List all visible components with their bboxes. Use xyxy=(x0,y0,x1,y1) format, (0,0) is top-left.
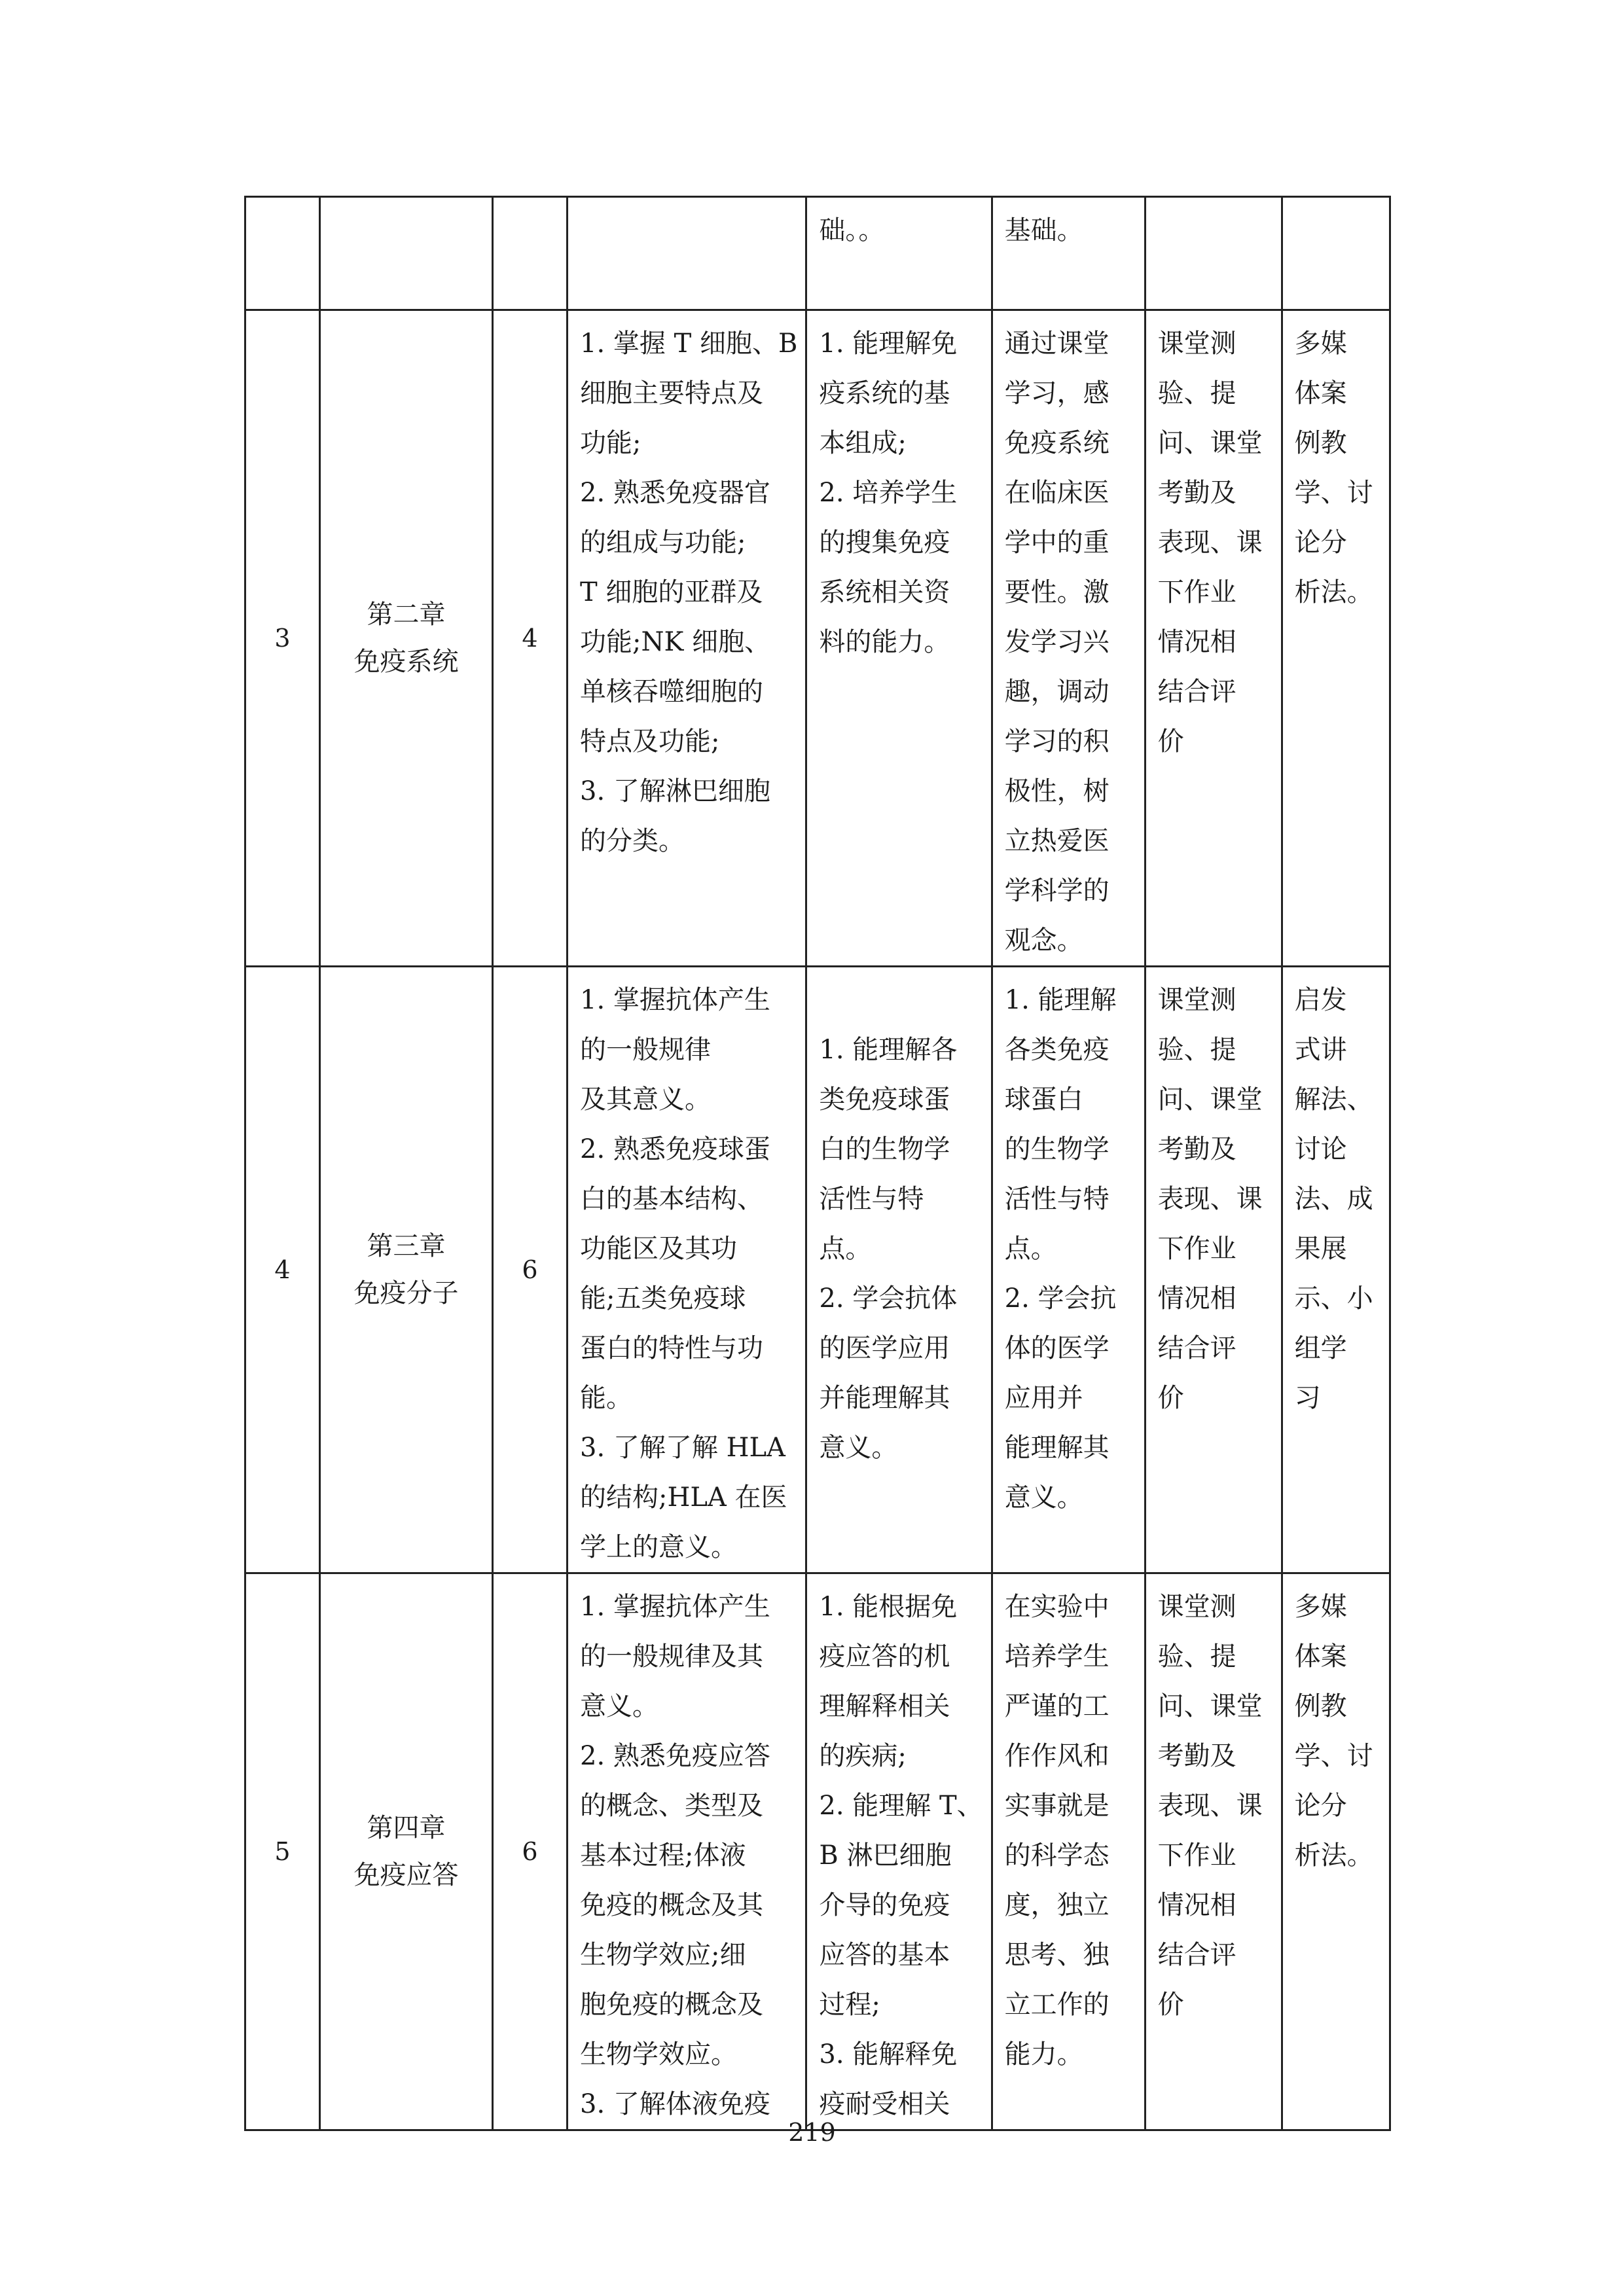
cell-line: 免疫的概念及其 xyxy=(580,1890,763,1920)
cell-line: 2. 培养学生 xyxy=(819,478,958,508)
cell-line: 表现、课 xyxy=(1157,528,1263,558)
cell-line: 问、课堂 xyxy=(1157,428,1263,458)
cell-line: 基本过程;体液 xyxy=(580,1840,746,1871)
assessment-cell xyxy=(1145,967,1282,1573)
cell-line: 胞免疫的概念及 xyxy=(580,1990,763,2020)
cell-line: 1. 能理解 xyxy=(1004,985,1117,1015)
cell-line: 并能理解其 xyxy=(819,1383,950,1413)
cell-line: 观念。 xyxy=(1004,925,1083,956)
table-row xyxy=(245,967,1390,1573)
row-number-cell: 3 xyxy=(245,310,320,967)
cell-line: 2. 熟悉免疫球蛋 xyxy=(580,1134,770,1164)
cell-line: 2. 能理解 T、 xyxy=(819,1791,983,1821)
cell-line: 结合评 xyxy=(1157,1940,1236,1970)
teaching-method-cell xyxy=(1282,967,1390,1573)
hours-cell: 6 xyxy=(493,1573,568,2130)
cell-line: 的生物学 xyxy=(1004,1134,1110,1164)
row-number-cell: 4 xyxy=(245,967,320,1573)
chapter-cell xyxy=(320,197,493,310)
cell-line: 1. 掌握 T 细胞、B xyxy=(580,329,798,359)
cell-line: 免疫分子 xyxy=(353,1278,459,1308)
hours-cell xyxy=(493,197,568,310)
row-number-cell: 5 xyxy=(245,1573,320,2130)
cell-line: 严谨的工 xyxy=(1004,1691,1110,1721)
cell-line: 考勤及 xyxy=(1157,1134,1236,1164)
cell-line: 疫耐受相关 xyxy=(819,2089,950,2119)
cell-line: 细胞主要特点及 xyxy=(580,378,763,408)
cell-line: 习 xyxy=(1294,1383,1321,1413)
cell-line: 料的能力。 xyxy=(819,627,950,657)
cell-line: 价 xyxy=(1157,726,1184,757)
cell-line: 价 xyxy=(1157,1990,1184,2020)
cell-line: 第四章 xyxy=(367,1813,446,1843)
cell-line: 情况相 xyxy=(1157,627,1236,657)
cell-line: 下作业 xyxy=(1157,1234,1236,1264)
cell-line: 白的生物学 xyxy=(819,1134,950,1164)
teaching-method-cell xyxy=(1282,1573,1390,2130)
cell-line: 考勤及 xyxy=(1157,478,1236,508)
cell-line: 在实验中 xyxy=(1004,1592,1110,1622)
assessment-cell xyxy=(1145,1573,1282,2130)
cell-line: 学、讨 xyxy=(1294,478,1373,508)
cell-line: 通过课堂 xyxy=(1004,329,1110,359)
cell-line: 意义。 xyxy=(819,1433,898,1463)
cell-line: 结合评 xyxy=(1157,1333,1236,1363)
cell-line: 下作业 xyxy=(1157,577,1236,607)
cell-line: 表现、课 xyxy=(1157,1791,1263,1821)
cell-line: 能理解其 xyxy=(1004,1433,1110,1463)
cell-line: 础。。 xyxy=(819,215,885,245)
cell-line: 的结构;HLA 在医 xyxy=(580,1482,787,1513)
assessment-cell xyxy=(1145,310,1282,967)
cell-line: 系统相关资 xyxy=(819,577,950,607)
cell-line: 多媒 xyxy=(1294,329,1347,359)
cell-line: 意义。 xyxy=(580,1691,659,1721)
cell-line: 点。 xyxy=(1004,1234,1057,1264)
cell-line: 在临床医 xyxy=(1004,478,1110,508)
cell-line: 论分 xyxy=(1294,1791,1347,1821)
cell-line: 介导的免疫 xyxy=(819,1890,950,1920)
cell-line: 学、讨 xyxy=(1294,1741,1373,1771)
cell-line: 球蛋白 xyxy=(1004,1085,1083,1115)
cell-line: 意义。 xyxy=(1004,1482,1083,1513)
table-row xyxy=(245,310,1390,967)
cell-line: 3. 能解释免 xyxy=(819,2039,958,2070)
cell-line: 应答的基本 xyxy=(819,1940,950,1970)
cell-line: 2. 学会抗 xyxy=(1004,1283,1117,1314)
cell-line: 的分类。 xyxy=(580,826,685,856)
cell-line: 趣，调动 xyxy=(1004,677,1110,707)
quality-goal-cell xyxy=(992,310,1145,967)
cell-line: 能力。 xyxy=(1004,2039,1083,2070)
cell-line: 式讲 xyxy=(1294,1035,1347,1065)
cell-line: 解法、 xyxy=(1294,1085,1373,1115)
cell-line: 能。 xyxy=(580,1383,632,1413)
cell-line: 论分 xyxy=(1294,528,1347,558)
cell-line: 立热爱医 xyxy=(1004,826,1110,856)
cell-line: 思考、独 xyxy=(1004,1940,1110,1970)
cell-line: 的疾病; xyxy=(819,1741,907,1771)
cell-line: 疫应答的机 xyxy=(819,1641,950,1672)
ability-goal-cell xyxy=(806,197,992,310)
cell-line: 3. 了解体液免疫 xyxy=(580,2089,770,2119)
quality-goal-cell xyxy=(992,197,1145,310)
cell-line: 组学 xyxy=(1294,1333,1347,1363)
cell-line: 1. 掌握抗体产生 xyxy=(580,985,770,1015)
cell-line: 生物学效应;细 xyxy=(580,1940,746,1970)
cell-line: 第二章 xyxy=(367,600,446,630)
ability-goal-cell xyxy=(806,967,992,1573)
cell-line: 功能区及其功 xyxy=(580,1234,737,1264)
cell-line: 生物学效应。 xyxy=(580,2039,737,2070)
cell-line: 情况相 xyxy=(1157,1890,1236,1920)
cell-line: 免疫系统 xyxy=(1004,428,1110,458)
page-number: 219 xyxy=(788,2118,836,2147)
cell-line: 极性，树 xyxy=(1004,776,1110,806)
table-row xyxy=(245,197,1390,310)
cell-line: 2. 学会抗体 xyxy=(819,1283,958,1314)
chapter-cell xyxy=(320,967,493,1573)
cell-line: 要性。激 xyxy=(1004,577,1110,607)
cell-line: 示、小 xyxy=(1294,1283,1373,1314)
cell-line: 体的医学 xyxy=(1004,1333,1110,1363)
cell-line: 2. 熟悉免疫应答 xyxy=(580,1741,770,1771)
cell-line: 考勤及 xyxy=(1157,1741,1236,1771)
cell-line: 第三章 xyxy=(367,1231,446,1261)
cell-line: 析法。 xyxy=(1294,1840,1373,1871)
cell-line: 析法。 xyxy=(1294,577,1373,607)
cell-line: 法、成 xyxy=(1294,1184,1373,1214)
table-row xyxy=(245,1573,1390,2130)
cell-line: 基础。 xyxy=(1004,215,1083,245)
cell-line: 特点及功能; xyxy=(580,726,720,757)
cell-line: 理解释相关 xyxy=(819,1691,950,1721)
cell-line: 的组成与功能; xyxy=(580,528,746,558)
cell-line: 验、提 xyxy=(1157,1641,1236,1672)
cell-line: 活性与特 xyxy=(819,1184,924,1214)
cell-line: 启发 xyxy=(1294,985,1347,1015)
cell-line: 课堂测 xyxy=(1157,329,1236,359)
row-number-cell xyxy=(245,197,320,310)
cell-line: 疫系统的基 xyxy=(819,378,950,408)
cell-line: 学中的重 xyxy=(1004,528,1110,558)
cell-line: 果展 xyxy=(1294,1234,1347,1264)
cell-line: 功能; xyxy=(580,428,641,458)
cell-line: 课堂测 xyxy=(1157,985,1236,1015)
chapter-cell xyxy=(320,310,493,967)
cell-line: 结合评 xyxy=(1157,677,1236,707)
cell-line: 的搜集免疫 xyxy=(819,528,950,558)
cell-line: 白的基本结构、 xyxy=(580,1184,763,1214)
course-table xyxy=(244,196,1391,2131)
cell-line: 作作风和 xyxy=(1004,1741,1110,1771)
cell-line: 能;五类免疫球 xyxy=(580,1283,746,1314)
cell-line: B 淋巴细胞 xyxy=(819,1840,952,1871)
cell-line: 3. 了解了解 HLA xyxy=(580,1433,785,1463)
cell-line: 蛋白的特性与功 xyxy=(580,1333,763,1363)
cell-line: 单核吞噬细胞的 xyxy=(580,677,763,707)
cell-line: 的一般规律 xyxy=(580,1035,711,1065)
teaching-method-cell xyxy=(1282,197,1390,310)
cell-line: 学上的意义。 xyxy=(580,1532,737,1562)
chapter-cell xyxy=(320,1573,493,2130)
cell-line: 验、提 xyxy=(1157,378,1236,408)
ability-goal-cell xyxy=(806,310,992,967)
cell-line: 2. 熟悉免疫器官 xyxy=(580,478,770,508)
cell-line: 的概念、类型及 xyxy=(580,1791,763,1821)
cell-line: 度，独立 xyxy=(1004,1890,1110,1920)
cell-line: 多媒 xyxy=(1294,1592,1347,1622)
cell-line: 表现、课 xyxy=(1157,1184,1263,1214)
cell-line: 活性与特 xyxy=(1004,1184,1110,1214)
cell-line: 价 xyxy=(1157,1383,1184,1413)
teaching-method-cell xyxy=(1282,310,1390,967)
cell-line: 讨论 xyxy=(1294,1134,1347,1164)
cell-line: 问、课堂 xyxy=(1157,1691,1263,1721)
cell-line: 1. 能理解各 xyxy=(819,1035,958,1065)
cell-line: 验、提 xyxy=(1157,1035,1236,1065)
knowledge-goal-cell xyxy=(568,197,806,310)
hours-cell: 4 xyxy=(493,310,568,967)
cell-line xyxy=(819,975,983,1025)
cell-line: 下作业 xyxy=(1157,1840,1236,1871)
cell-line: 体案 xyxy=(1294,378,1347,408)
knowledge-goal-cell xyxy=(568,310,806,967)
cell-line: 各类免疫 xyxy=(1004,1035,1110,1065)
cell-line: 例教 xyxy=(1294,1691,1347,1721)
cell-line: 点。 xyxy=(819,1234,872,1264)
assessment-cell xyxy=(1145,197,1282,310)
cell-line: 学科学的 xyxy=(1004,876,1110,906)
cell-line: 立工作的 xyxy=(1004,1990,1110,2020)
cell-line: 免疫应答 xyxy=(353,1860,459,1890)
quality-goal-cell xyxy=(992,1573,1145,2130)
cell-line: 功能;NK 细胞、 xyxy=(580,627,771,657)
cell-line: 应用并 xyxy=(1004,1383,1083,1413)
cell-line: 例教 xyxy=(1294,428,1347,458)
cell-line: 过程; xyxy=(819,1990,880,2020)
cell-line: 情况相 xyxy=(1157,1283,1236,1314)
cell-line: 1. 能理解免 xyxy=(819,329,958,359)
cell-line: 及其意义。 xyxy=(580,1085,711,1115)
cell-line: 的科学态 xyxy=(1004,1840,1110,1871)
cell-line: 课堂测 xyxy=(1157,1592,1236,1622)
cell-line: 学习的积 xyxy=(1004,726,1110,757)
cell-line: 培养学生 xyxy=(1004,1641,1110,1672)
cell-line: 免疫系统 xyxy=(353,647,459,677)
quality-goal-cell xyxy=(992,967,1145,1573)
cell-line: 体案 xyxy=(1294,1641,1347,1672)
cell-line: 的一般规律及其 xyxy=(580,1641,763,1672)
cell-line: 问、课堂 xyxy=(1157,1085,1263,1115)
cell-line: 本组成; xyxy=(819,428,907,458)
ability-goal-cell xyxy=(806,1573,992,2130)
cell-line: 3. 了解淋巴细胞 xyxy=(580,776,770,806)
cell-line: 的医学应用 xyxy=(819,1333,950,1363)
knowledge-goal-cell xyxy=(568,1573,806,2130)
knowledge-goal-cell xyxy=(568,967,806,1573)
cell-line: 学习，感 xyxy=(1004,378,1110,408)
cell-line: T 细胞的亚群及 xyxy=(580,577,763,607)
cell-line: 实事就是 xyxy=(1004,1791,1110,1821)
cell-line: 1. 掌握抗体产生 xyxy=(580,1592,770,1622)
cell-line: 类免疫球蛋 xyxy=(819,1085,950,1115)
cell-line: 发学习兴 xyxy=(1004,627,1110,657)
cell-line: 1. 能根据免 xyxy=(819,1592,958,1622)
hours-cell: 6 xyxy=(493,967,568,1573)
